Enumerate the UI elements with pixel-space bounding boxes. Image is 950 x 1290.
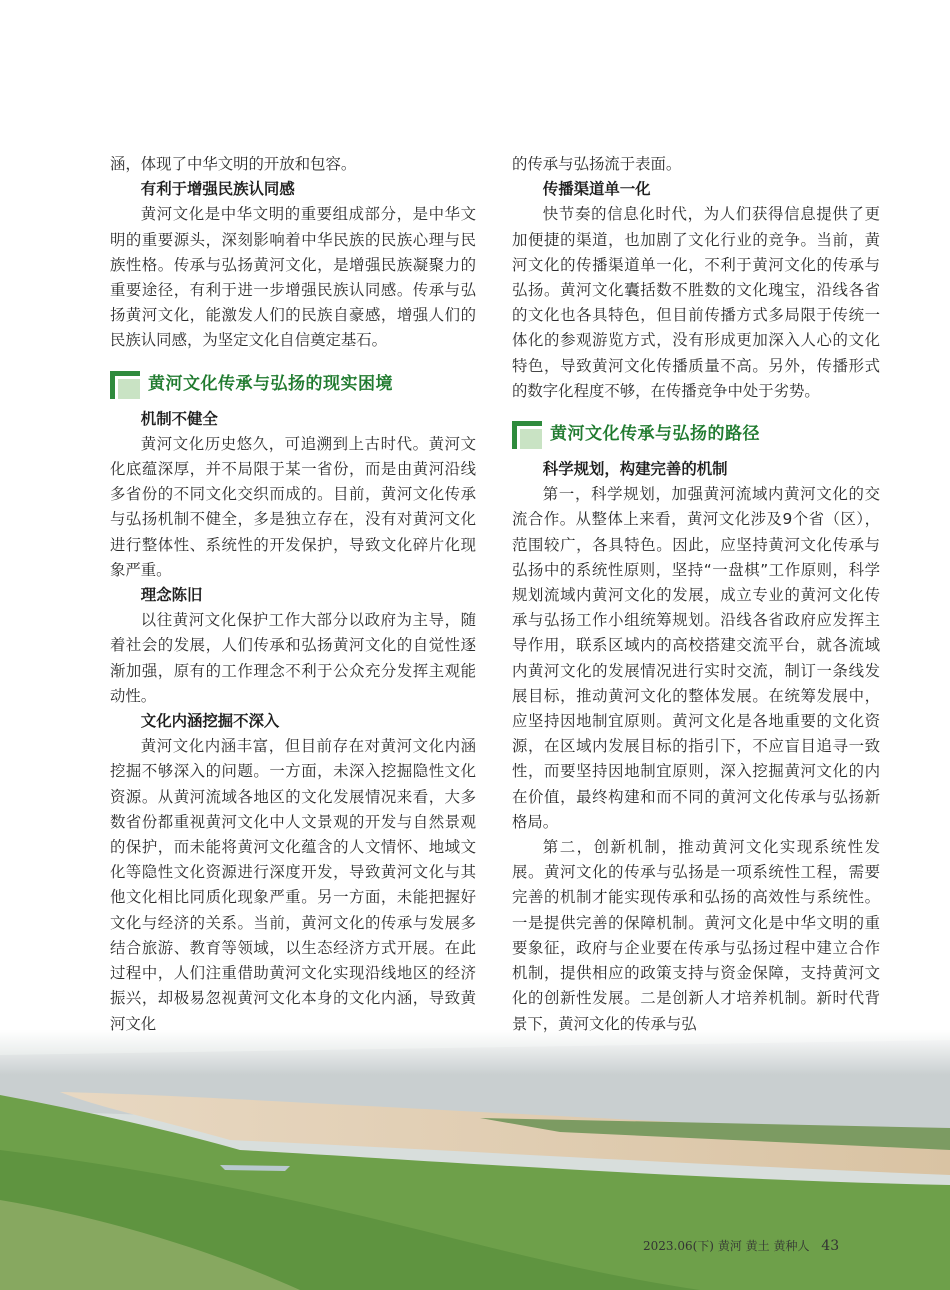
magazine-name: 黄河 黄土 黄种人 bbox=[717, 1239, 810, 1253]
paragraph-first: 第一，科学规划，加强黄河流域内黄河文化的交流合作。从整体上来看，黄河文化涉及9个省（区），范围较广，各具特色。因此，应坚持黄河文化传承与弘扬中的系统性原则，坚持“一盘棋”工作原则，科学规划流域内黄河文化的发展，成立专业的黄河文化传承与弘扬工作小组统筹规划。沿线各省政府应发挥主导作用，联系区域内的高校搭建交流平台，就各流域内黄河文化的发展情况进行实时交流，制订一条线发展目标，推动黄河文化的整体发展。在统筹发展中，应坚持因地制宜原则。黄河文化是各地重要的文化资源，在区域内发展目标的指引下，不应盲目追寻一致性，而要坚持因地制宜原则，深入挖掘黄河文化的内在价值，最终构建和而不同的黄河文化传承与弘扬新格局。 bbox=[512, 485, 880, 831]
issue-label: 2023.06(下) bbox=[643, 1239, 714, 1253]
left-column bbox=[110, 152, 476, 1037]
section-heading-paths bbox=[512, 411, 880, 457]
subheading-depth: 文化内涵挖掘不深入 bbox=[140, 712, 280, 731]
section-marker-icon bbox=[110, 371, 140, 399]
paragraph-channel: 快节奏的信息化时代，为人们获得信息提供了更加便捷的渠道，也加剧了文化行业的竞争。当前，黄河文化的传播渠道单一化，不利于黄河文化的传承与弘扬。黄河文化囊括数不胜数的文化瑰宝，沿线各省的文化也各具特色，但目前传播方式多局限于传统一体化的参观游览方式，没有形成更加深入人心的文化特色，导致黄河文化传播质量不高。另外，传播形式的数字化程度不够，在传播竞争中处于劣势。 bbox=[512, 205, 880, 400]
subheading-concept: 理念陈旧 bbox=[140, 586, 203, 605]
page-footer bbox=[643, 1237, 839, 1254]
paragraph-mechanism: 黄河文化历史悠久，可追溯到上古时代。黄河文化底蕴深厚，并不局限于某一省份，而是由黄河沿线多省份的不同文化交织而成的。目前，黄河文化传承与弘扬机制不健全，多是独立存在，没有对黄河文化进行整体性、系统性的开发保护，导致文化碎片化现象严重。 bbox=[110, 434, 476, 579]
subheading-identity: 有利于增强民族认同感 bbox=[140, 180, 295, 199]
page-number: 43 bbox=[821, 1238, 840, 1254]
subheading-mechanism: 机制不健全 bbox=[140, 409, 218, 428]
paragraph-second: 第二，创新机制，推动黄河文化实现系统性发展。黄河文化的传承与弘扬是一项系统性工程，需要完善的机制才能实现传承和弘扬的高效性与系统性。一是提供完善的保障机制。黄河文化是中华文明的重要象征，政府与企业要在传承与弘扬过程中建立合作机制，提供相应的政策支持与资金保障，支持黄河文化的创新性发展。二是创新人才培养机制。新时代背景下，黄河文化的传承与弘 bbox=[512, 838, 880, 1033]
paragraph-depth: 黄河文化内涵丰富，但目前存在对黄河文化内涵挖掘不够深入的问题。一方面，未深入挖掘隐性文化资源。从黄河流域各地区的文化发展情况来看，大多数省份都重视黄河文化中人文景观的开发与自然景观的保护，而未能将黄河文化蕴含的人文情怀、地域文化等隐性文化资源进行深度开发，导致黄河文化与其他文化相比同质化现象严重。另一方面，未能把握好文化与经济的关系。当前，黄河文化的传承与发展多结合旅游、教育等领域，以生态经济方式开展。在此过程中，人们注重借助黄河文化实现沿线地区的经济振兴，却极易忽视黄河文化本身的文化内涵，导致黄河文化 bbox=[110, 737, 476, 1033]
subheading-channel: 传播渠道单一化 bbox=[542, 180, 651, 199]
paragraph-concept: 以往黄河文化保护工作大部分以政府为主导，随着社会的发展，人们传承和弘扬黄河文化的自觉性逐渐加强，原有的工作理念不利于公众充分发挥主观能动性。 bbox=[110, 611, 476, 705]
subheading-plan: 科学规划，构建完善的机制 bbox=[542, 460, 728, 479]
section-title: 黄河文化传承与弘扬的路径 bbox=[550, 424, 760, 445]
section-title: 黄河文化传承与弘扬的现实困境 bbox=[148, 373, 393, 394]
paragraph-intro-tail: 涵，体现了中华文明的开放和包容。 bbox=[110, 155, 357, 173]
section-marker-icon bbox=[512, 421, 542, 449]
paragraph-identity: 黄河文化是中华文明的重要组成部分，是中华文明的重要源头，深刻影响着中华民族的民族心理与民族性格。传承与弘扬黄河文化，是增强民族凝聚力的重要途径，有利于进一步增强民族认同感。传承与弘扬黄河文化，能激发人们的民族自豪感，增强人们的民族认同感，为坚定文化自信奠定基石。 bbox=[110, 205, 476, 350]
section-heading-difficulties bbox=[110, 361, 476, 407]
paragraph-continued: 的传承与弘扬流于表面。 bbox=[512, 155, 682, 173]
right-column bbox=[512, 152, 880, 1037]
